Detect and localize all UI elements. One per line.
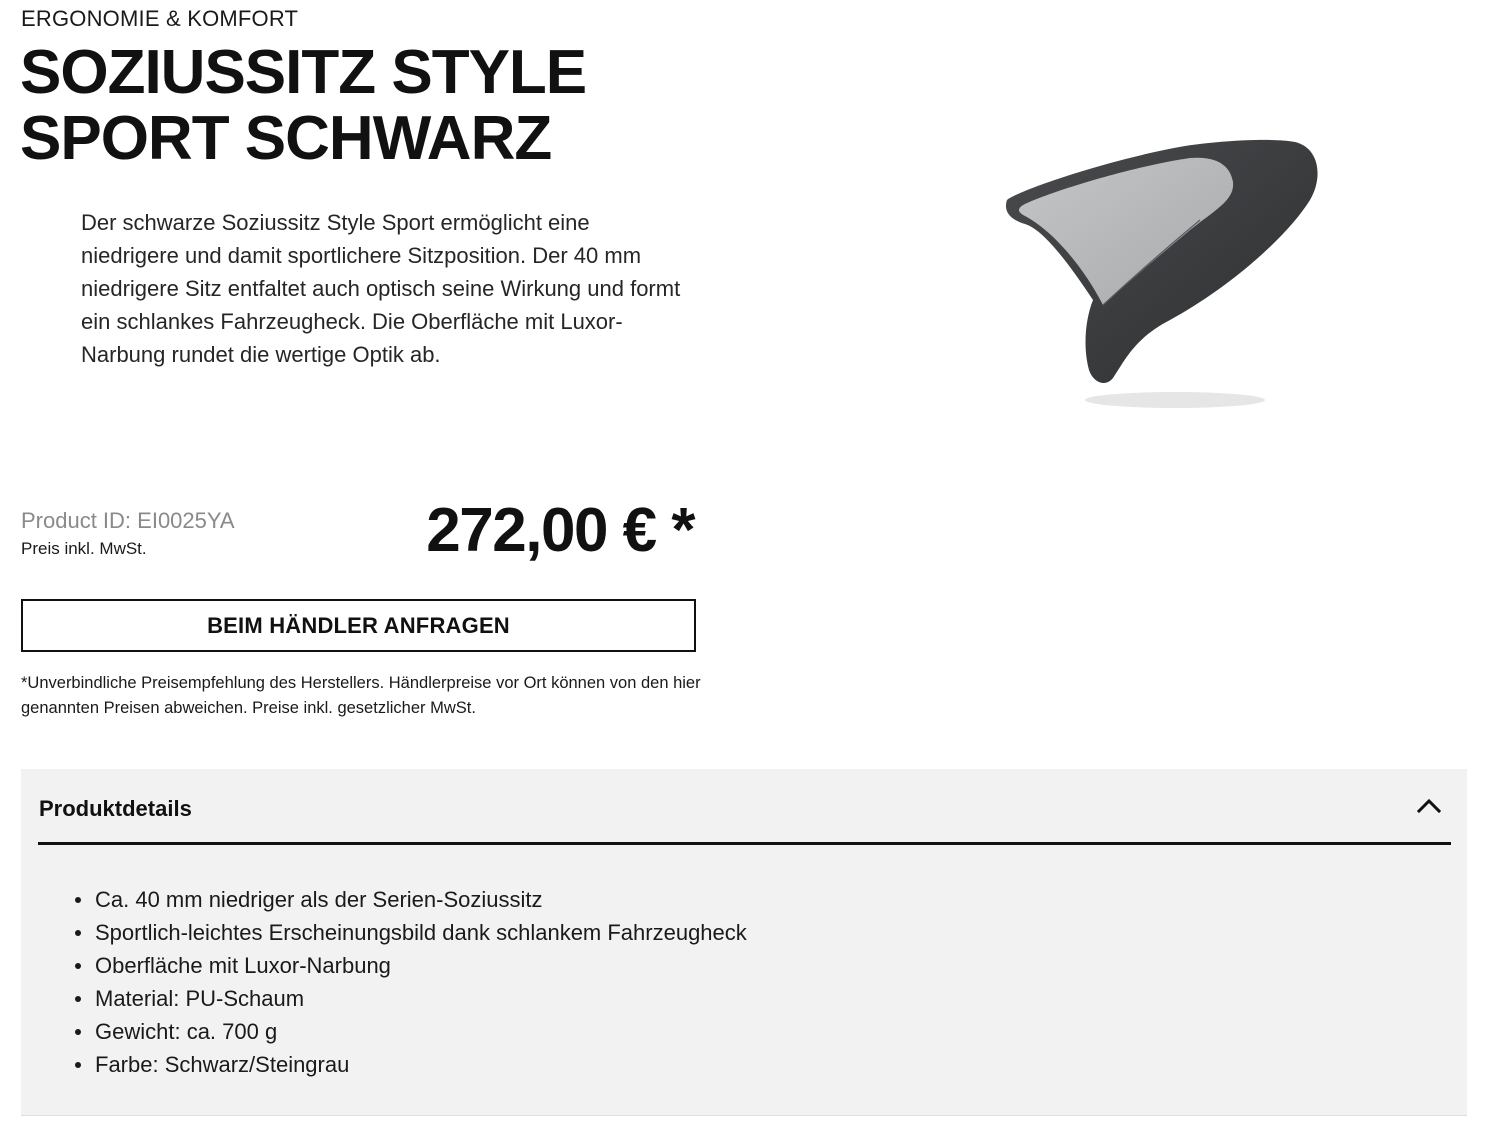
motorcycle-seat-image xyxy=(985,120,1345,420)
seat-illustration xyxy=(985,120,1345,420)
product-id: Product ID: EI0025YA xyxy=(21,508,235,533)
product-price: 272,00 € * xyxy=(426,496,694,565)
product-title xyxy=(20,40,720,172)
price-note: Preis inkl. MwSt. xyxy=(21,539,147,558)
chevron-up-icon[interactable] xyxy=(1417,797,1441,813)
list-item: Ca. 40 mm niedriger als der Serien-Soziussitz xyxy=(95,883,747,916)
list-item: Sportlich-leichtes Erscheinungsbild dank schlankem Fahrzeugheck xyxy=(95,916,747,949)
product-details-panel xyxy=(21,769,1467,1116)
product-description: Der schwarze Soziussitz Style Sport ermöglicht eine niedrigere und damit sportlichere Sitzposition. Der 40 mm niedrigere Sitz entfaltet auch optisch seine Wirkung und formt ein schlankes Fahrzeugheck. Die Oberfläche mit Luxor-Narbung rundet die wertige Optik ab. xyxy=(81,210,681,367)
price-disclaimer: *Unverbindliche Preisempfehlung des Herstellers. Händlerpreise vor Ort können von den hier genannten Preisen abweichen. Preise inkl. gesetzlicher MwSt. xyxy=(21,674,701,717)
list-item: Material: PU-Schaum xyxy=(95,982,747,1015)
product-title-line-1: SOZIUSSITZ STYLE xyxy=(20,38,587,107)
product-category: ERGONOMIE & KOMFORT xyxy=(21,6,299,31)
list-item: Gewicht: ca. 700 g xyxy=(95,1015,747,1048)
product-title-line-2: SPORT SCHWARZ xyxy=(20,104,552,173)
ask-dealer-button[interactable]: BEIM HÄNDLER ANFRAGEN xyxy=(21,599,696,652)
product-details-title: Produktdetails xyxy=(39,796,192,821)
list-item: Farbe: Schwarz/Steingrau xyxy=(95,1048,747,1081)
list-item: Oberfläche mit Luxor-Narbung xyxy=(95,949,747,982)
product-details-toggle[interactable] xyxy=(38,769,1451,845)
product-details-list xyxy=(95,883,747,1081)
